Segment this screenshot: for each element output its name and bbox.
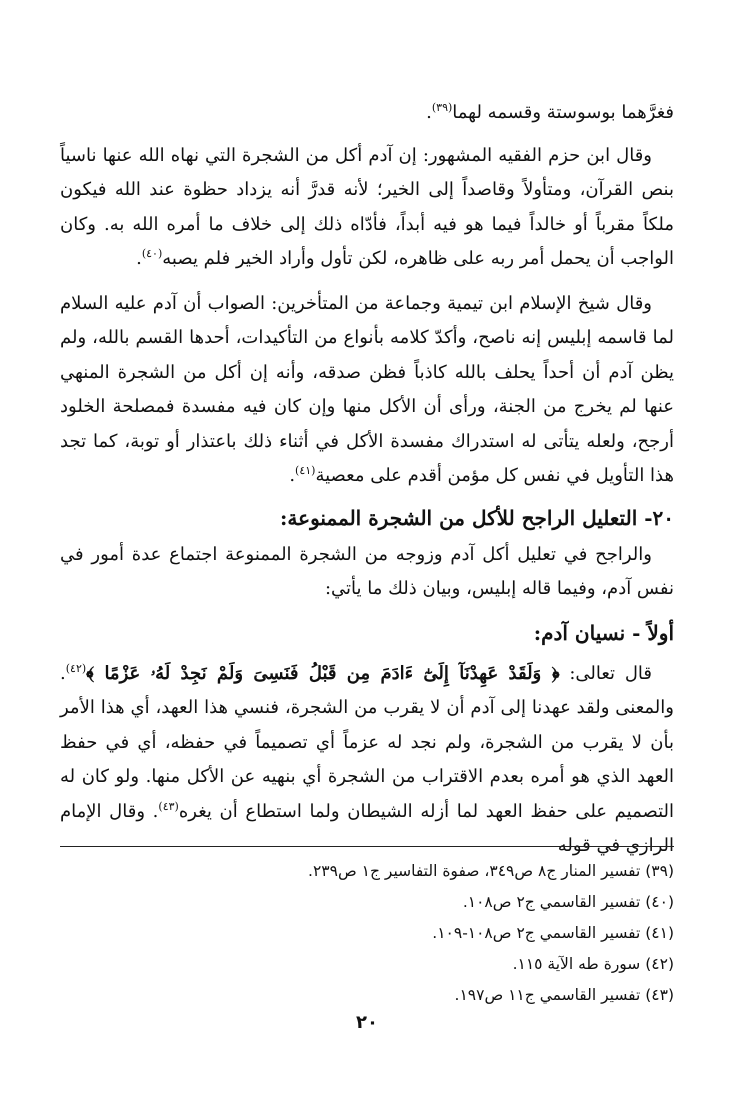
verse-tail: . وقال الإمام الرازي في قوله — [60, 800, 674, 856]
sub-heading: أولاً - نسيان آدم: — [533, 620, 674, 645]
footnote-ref-40[interactable]: (٤٠) — [141, 247, 163, 260]
paragraph-verse — [60, 657, 674, 864]
section-heading: ٢٠- التعليل الراجح للأكل من الشجرة الممنوعة: — [280, 505, 674, 530]
paragraph-ibn-hazm-end: . — [136, 248, 142, 269]
paragraph-ibn-hazm-text: وقال ابن حزم الفقيه المشهور: إن آدم أكل من الشجرة التي نهاه الله عنها ناسياً بنص القرآن، ومتأولاً وقاصداً إلى الخير؛ لأنه قدرَّ أنه يزداد حظوة عند الله فيكون ملكاً مقرباً أو خالداً فيما هو فيه أبداً، فأدّاه ذلك إلى خلاف ما أمره الله به. وكان الواجب أن يحمل أمر ربه على ظاهره، لكن تأول وأراد الخير فلم يصبه — [60, 144, 674, 269]
verse-prefix: قال تعالى: — [559, 662, 652, 684]
footnote-ref-42[interactable]: (٤٢) — [65, 661, 87, 675]
footnote-ref-39[interactable]: (٣٩) — [431, 101, 453, 114]
footnote-39: (٣٩) تفسير المنار ج٨ ص٣٤٩، صفوة التفاسير ج١ ص٢٣٩. — [308, 862, 674, 880]
paragraph-ibn-hazm — [60, 139, 674, 277]
quran-verse: ﴿ وَلَقَدْ عَهِدْنَآ إِلَىٰٓ ءَادَمَ مِن قَبْلُ فَنَسِىَ وَلَمْ نَجِدْ لَهُۥ عَزْمًا ﴾ — [86, 662, 560, 684]
paragraph-intro-text: فغرَّهما بوسوستة وقسمه لهما — [452, 102, 674, 123]
paragraph-ibn-taymiyyah-text: وقال شيخ الإسلام ابن تيمية وجماعة من المتأخرين: الصواب أن آدم عليه السلام لما قاسمه إبليس إنه ناصح، وأكدّ كلامه بأنواع من التأكيدات، أحدها القسم بالله، ولم يظن آدم أن أحداً يحلف بالله كاذباً فظن صدقه، وأنه إن أكل من الشجرة المنهي عنها لم يخرج من الجنة، ورأى أن الأكل منها وإن كان فيه مفسدة فمصلحة الخلود أرجح، ولعله يتأتى له استدراك مفسدة الأكل في أثناء ذلك باعتذار أو توبة، كما تجد هذا التأويل في نفس كل مؤمن أقدم على معصية — [60, 292, 674, 486]
verse-explanation: . والمعنى ولقد عهدنا إلى آدم أن لا يقرب من الشجرة، فنسي هذا العهد، أي هذا الأمر بأن لا يقرب من الشجرة، ولم نجد له عزماً أي تصميماً في حفظه، أي في حفظ العهد الذي هو أمره بعدم الاقتراب من الشجرة أي بنهيه عن الأكل منها. ولو كان له التصميم على حفظ العهد لما أزله الشيطان ولما استطاع أن يغره — [60, 662, 675, 822]
footnotes-list — [60, 856, 674, 1011]
paragraph-intro — [60, 96, 674, 131]
footnote-ref-41[interactable]: (٤١) — [295, 464, 316, 477]
footnote-41: (٤١) تفسير القاسمي ج٢ ص١٠٨-١٠٩. — [432, 924, 674, 942]
paragraph-rajih: والراجح في تعليل أكل آدم وزوجه من الشجرة الممنوعة اجتماع عدة أمور في نفس آدم، وفيما قاله إبليس، وبيان ذلك ما يأتي: — [60, 543, 674, 599]
footnote-40: (٤٠) تفسير القاسمي ج٢ ص١٠٨. — [462, 893, 674, 911]
footnote-42: (٤٢) سورة طه الآية ١١٥. — [512, 955, 674, 973]
paragraph-ibn-taymiyyah — [60, 287, 674, 494]
paragraph-ibn-taymiyyah-end: . — [289, 465, 296, 486]
footnote-ref-43[interactable]: (٤٣) — [158, 799, 179, 813]
footnote-divider — [60, 846, 674, 847]
paragraph-intro-end: . — [426, 102, 432, 123]
book-page — [60, 96, 674, 1076]
page-number: ٢٠ — [356, 1012, 378, 1033]
footnote-43: (٤٣) تفسير القاسمي ج١١ ص١٩٧. — [454, 986, 674, 1004]
